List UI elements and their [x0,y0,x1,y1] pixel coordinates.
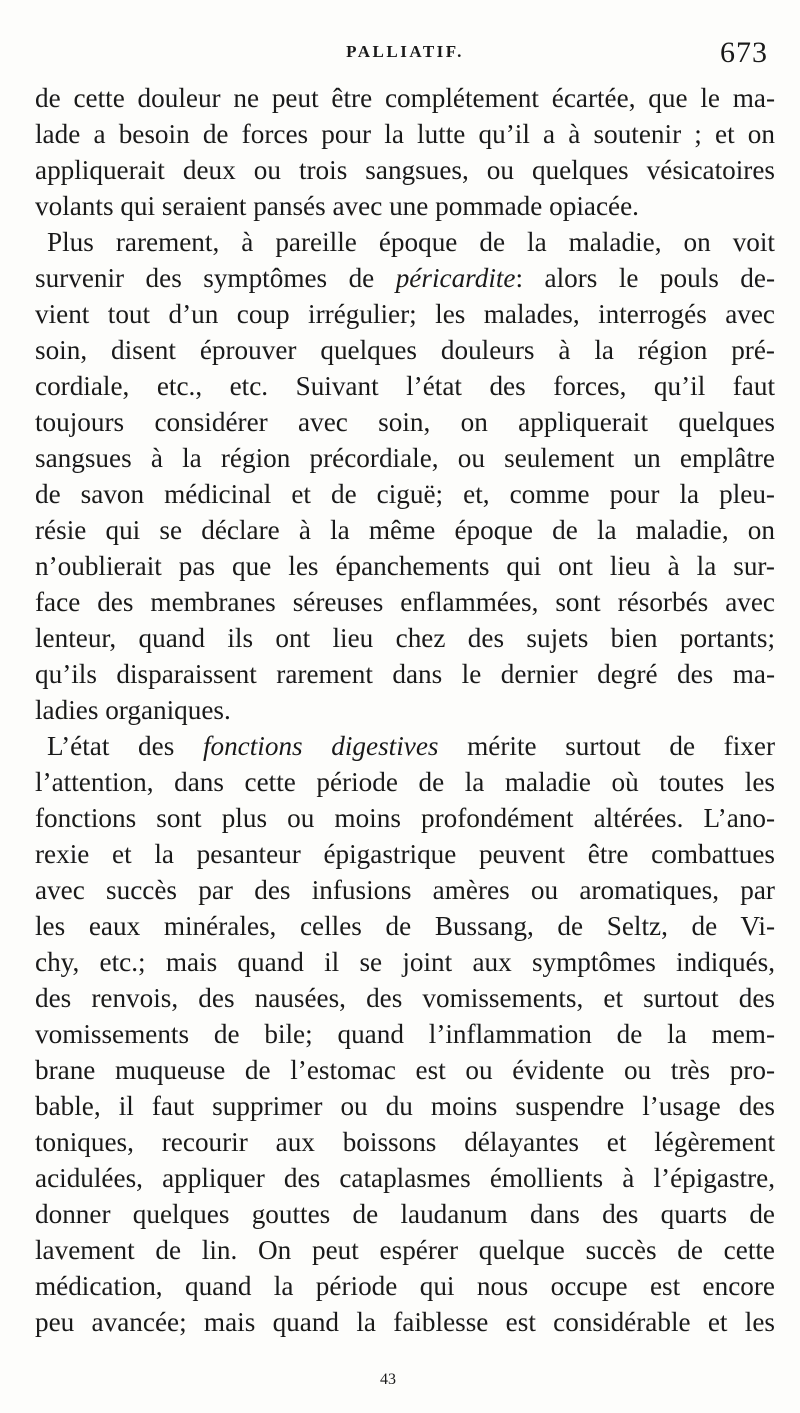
text-segment: volants qui seraient pansés avec une pommade opiacée. [35,191,639,221]
text-line [35,836,775,872]
text-line [35,332,775,368]
italic-term: péricardite [395,263,516,293]
text-segment: lade a besoin de forces pour la lutte qu’il a à soutenir ; et on [35,119,775,149]
text-line [35,368,775,404]
text-line [35,800,775,836]
text-line [35,1196,775,1232]
text-line [35,224,775,260]
text-segment: lavement de lin. On peut espérer quelque succès de cette [35,1235,775,1265]
text-line [35,476,775,512]
text-line [35,908,775,944]
italic-term: fonctions digestives [202,731,439,761]
text-segment: acidulées, appliquer des cataplasmes émollients à l’épigastre, [35,1163,775,1193]
text-line [35,1052,775,1088]
text-segment: toujours considérer avec soin, on appliquerait quelques [35,407,775,437]
text-segment: sangsues à la région précordiale, ou seulement un emplâtre [35,443,775,473]
text-segment: face des membranes séreuses enflammées, sont résorbés avec [35,587,775,617]
text-segment: l’attention, dans cette période de la maladie où toutes les [35,767,775,797]
text-segment: peu avancée; mais quand la faiblesse est considérable et les [35,1307,775,1337]
text-segment: qu’ils disparaissent rarement dans le dernier degré des ma- [35,659,775,689]
text-segment: avec succès par des infusions amères ou aromatiques, par [35,875,775,905]
page-number: 673 [720,36,768,69]
text-line [35,1124,775,1160]
text-line [35,80,775,116]
text-line [35,152,775,188]
text-segment: appliquerait deux ou trois sangsues, ou quelques vésicatoires [35,155,775,185]
text-line [35,1232,775,1268]
text-line [35,1016,775,1052]
body-text [35,80,775,1340]
text-segment: toniques, recourir aux boissons délayantes et légèrement [35,1127,775,1157]
text-segment: fonctions sont plus ou moins profondément altérées. L’ano- [35,803,775,833]
text-segment: : alors le pouls de- [515,263,775,293]
text-segment: cordiale, etc., etc. Suivant l’état des forces, qu’il faut [35,371,775,401]
text-line [35,404,775,440]
text-segment: de cette douleur ne peut être complétement écartée, que le ma- [35,83,775,113]
text-segment: bable, il faut supprimer ou du moins suspendre l’usage des [35,1091,775,1121]
running-title: PALLIATIF. [346,42,464,61]
text-line [35,944,775,980]
text-line [35,1088,775,1124]
text-segment: L’état des [47,731,203,761]
text-segment: mérite surtout de fixer [438,731,775,761]
text-line [35,872,775,908]
text-segment: soin, disent éprouver quelques douleurs à la région pré- [35,335,775,365]
text-segment: des renvois, des nausées, des vomissements, et surtout des [35,983,775,1013]
text-line [35,548,775,584]
text-segment: vient tout d’un coup irrégulier; les malades, interrogés avec [35,299,775,329]
text-segment: lenteur, quand ils ont lieu chez des sujets bien portants; [35,623,775,653]
text-segment: chy, etc.; mais quand il se joint aux symptômes indiqués, [35,947,775,977]
text-line [35,1160,775,1196]
text-line [35,980,775,1016]
text-line [35,692,775,728]
text-line [35,620,775,656]
text-line [35,1268,775,1304]
text-segment: résie qui se déclare à la même époque de la maladie, on [35,515,775,545]
text-line [35,188,775,224]
text-line [35,512,775,548]
text-line [35,584,775,620]
text-segment: médication, quand la période qui nous occupe est encore [35,1271,775,1301]
text-line [35,260,775,296]
text-segment: rexie et la pesanteur épigastrique peuvent être combattues [35,839,775,869]
text-segment: brane muqueuse de l’estomac est ou évidente ou très pro- [35,1055,775,1085]
text-line [35,1304,775,1340]
text-segment: n’oublierait pas que les épanchements qui ont lieu à la sur- [35,551,775,581]
text-line [35,116,775,152]
text-segment: donner quelques gouttes de laudanum dans des quarts de [35,1199,775,1229]
text-line [35,728,775,764]
signature-mark: 43 [380,1371,396,1388]
text-segment: les eaux minérales, celles de Bussang, de Seltz, de Vi- [35,911,775,941]
text-segment: Plus rarement, à pareille époque de la maladie, on voit [47,227,775,257]
text-segment: survenir des symptômes de [35,263,396,293]
text-line [35,296,775,332]
text-line [35,440,775,476]
text-segment: ladies organiques. [35,695,231,725]
text-segment: vomissements de bile; quand l’inflammation de la mem- [35,1019,775,1049]
text-line [35,764,775,800]
text-segment: de savon médicinal et de ciguë; et, comme pour la pleu- [35,479,775,509]
page-header [40,36,770,76]
text-line [35,656,775,692]
